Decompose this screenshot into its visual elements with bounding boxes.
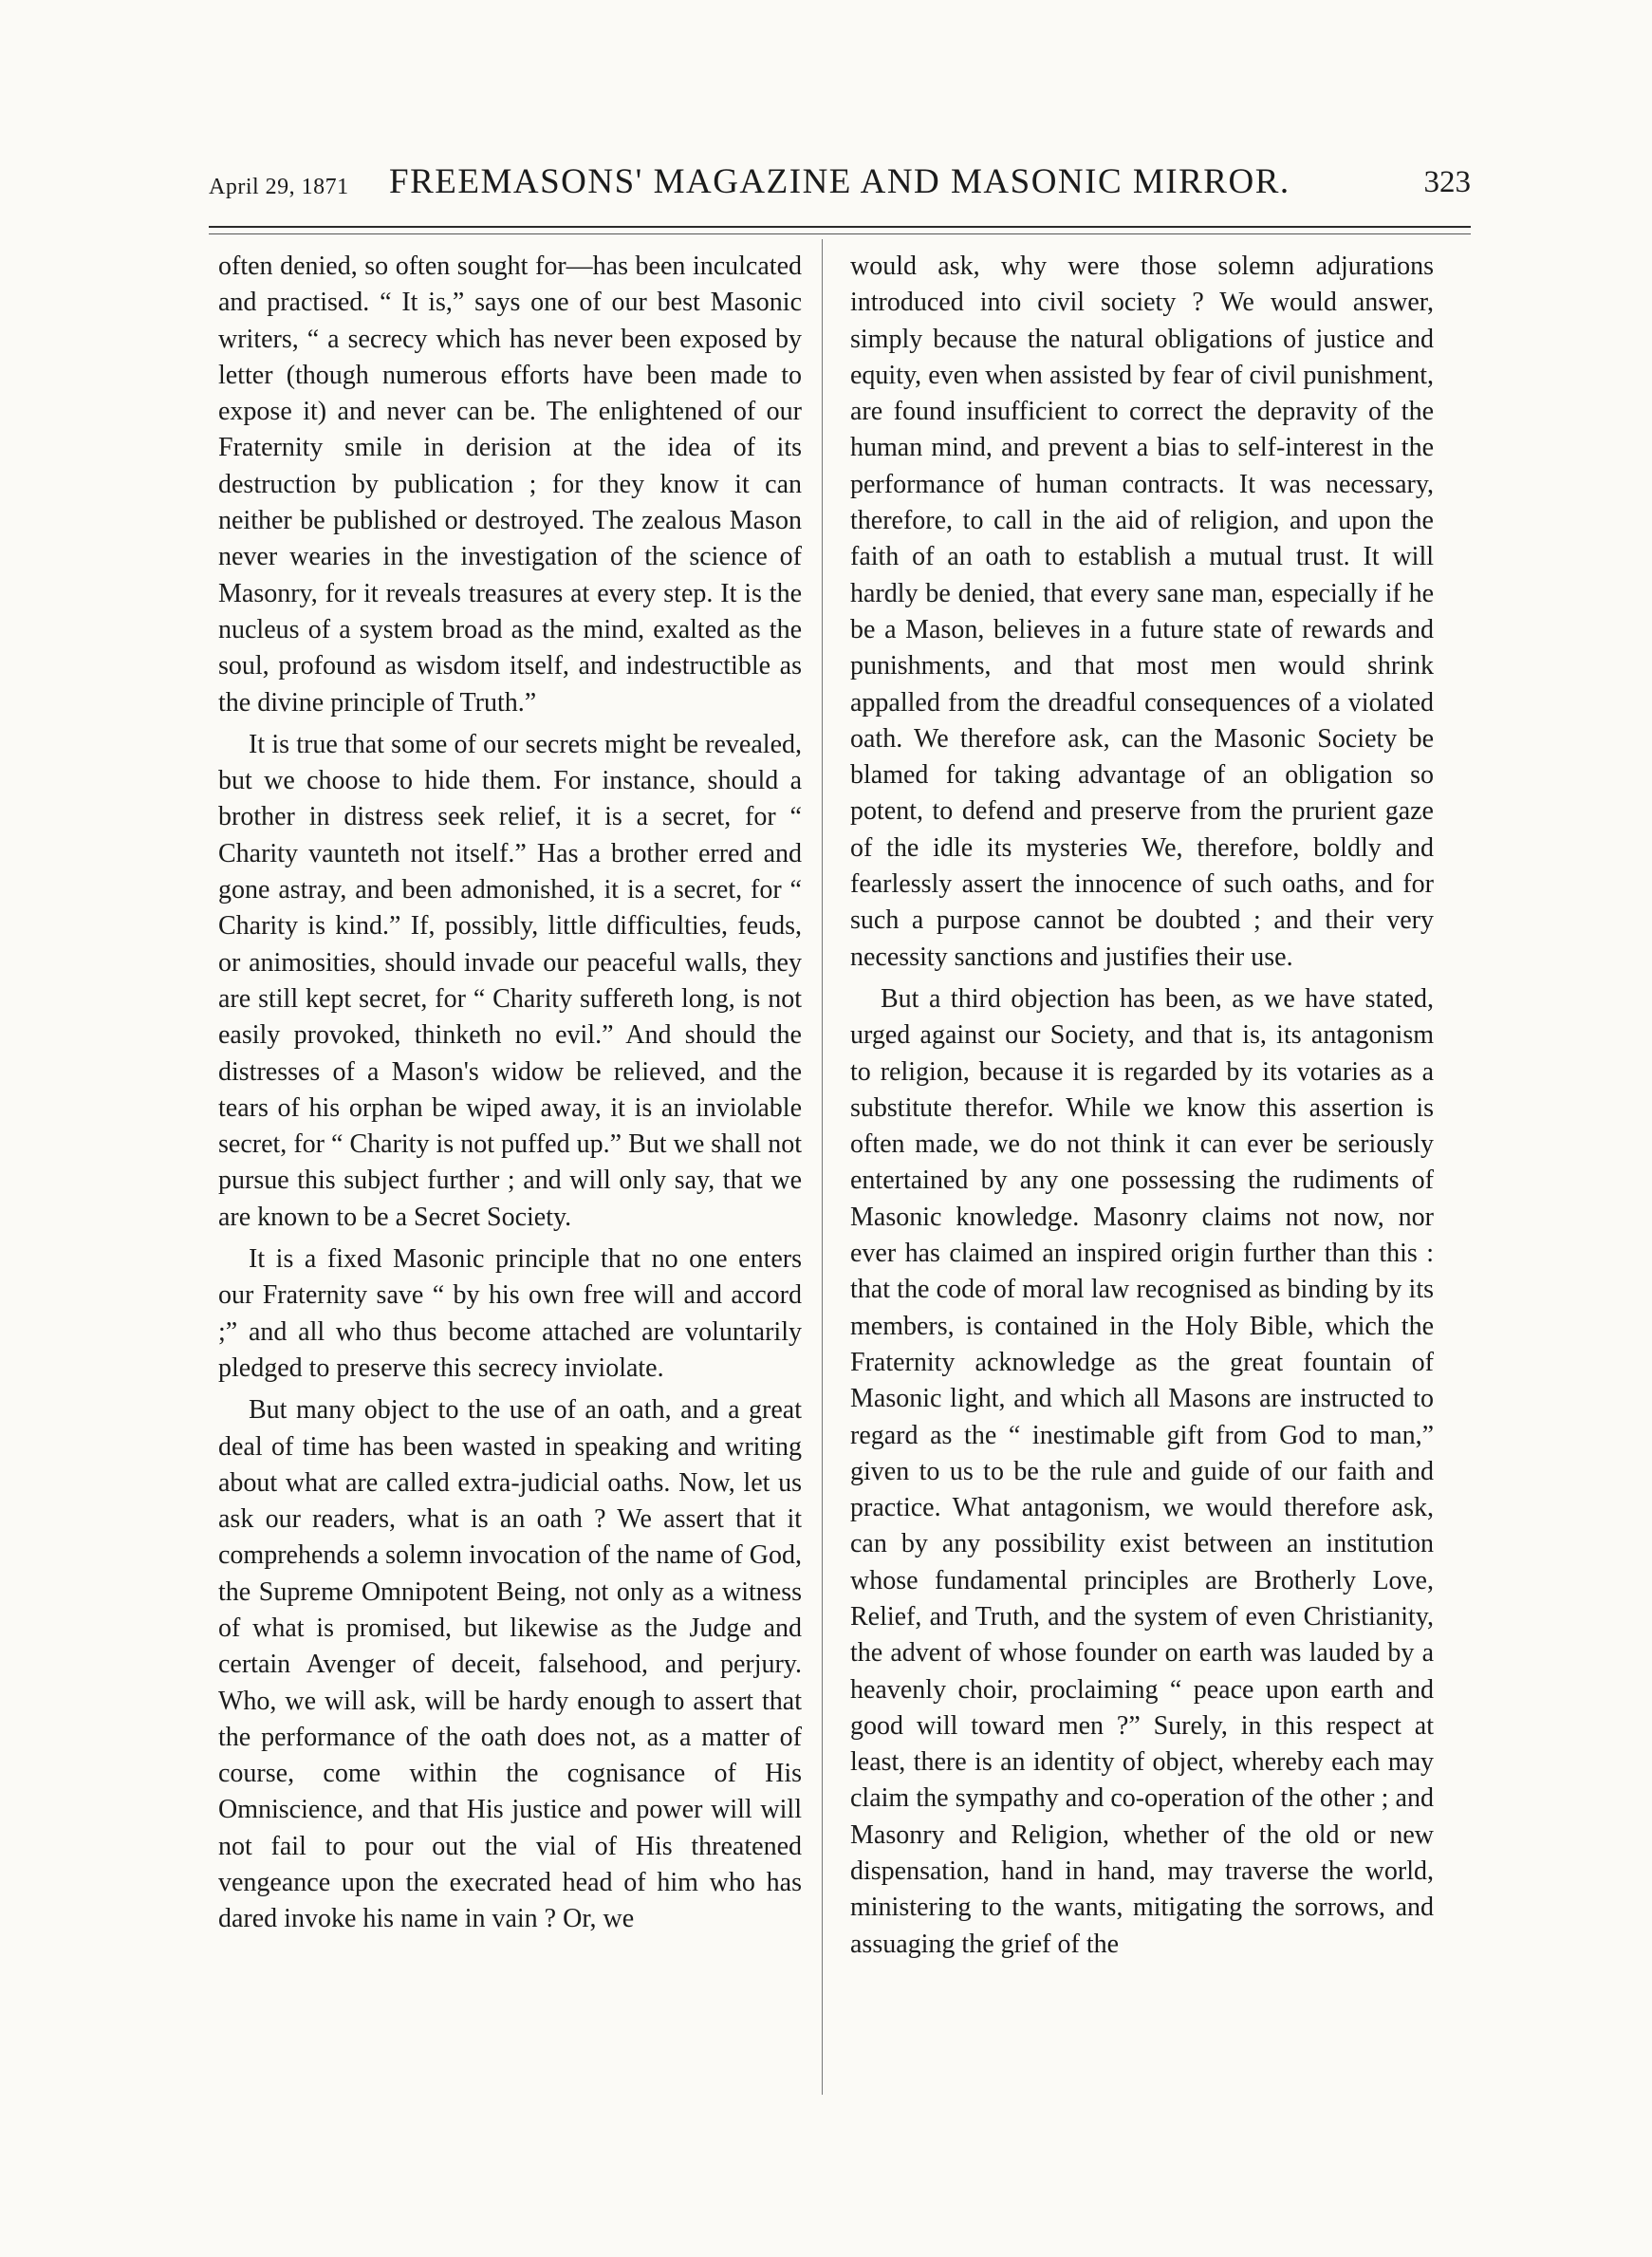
paragraph: But a third objection has been, as we have stated, urged against our Society, and that is, its antagonism to religion, because it is regarded by its votaries as a substitute therefor. While we know this assertion is often made, we do not think it can ever be seriously entertained by any one possessing the rudiments of Masonic knowledge. Masonry claims not now, nor ever has claimed an inspired origin further than this : that the code of moral law recognised as binding by its members, is contained in the Holy Bible, which the Fraternity acknowledge as the great fountain of Masonic light, and which all Masons are instructed to regard as the “ inestimable gift from God to man,” given to us to be the rule and guide of our faith and practice. What antagonism, we would therefore ask, can by any possibility exist between an institution whose fundamental principles are Brotherly Love, Relief, and Truth, and the system of even Christianity, the advent of whose founder on earth was lauded by a heavenly choir, proclaiming “ peace upon earth and good will toward men ?” Surely, in this respect at least, there is an identity of object, whereby each may claim the sympathy and co-operation of the other ; and Masonry and Religion, whether of the old or new dispensation, hand in hand, may traverse the world, ministering to the wants, mitigating the sorrows, and assuaging the grief of the (850, 983, 1434, 1959)
paragraph: would ask, why were those solemn adjurations introduced into civil society ? We would answer, simply because the natural obligations of justice and equity, even when assisted by fear of civil punishment, are found insufficient to correct the depravity of the human mind, and prevent a bias to self-interest in the performance of human contracts. It was necessary, therefore, to call in the aid of religion, and upon the faith of an oath to establish a mutual trust. It will hardly be denied, that every sane man, especially if he be a Mason, believes in a future state of rewards and punishments, and that most men would shrink appalled from the dreadful consequences of a violated oath. We therefore ask, can the Masonic Society be blamed for taking advantage of an obligation so potent, to defend and preserve from the prurient gaze of the idle its mysteries We, therefore, boldly and fearlessly assert the innocence of such oaths, and for such a purpose cannot be doubted ; and their very necessity sanctions and justifies their use. (850, 252, 1434, 972)
header-rule (209, 226, 1471, 228)
header-rule-thin (209, 233, 1471, 234)
paragraph: It is a fixed Masonic principle that no one enters our Fraternity save “ by his own free will and accord ;” and all who thus become attached are voluntarily pledged to preserve this secrecy inviolate. (218, 1244, 802, 1383)
left-column (218, 249, 802, 1944)
page-number: 323 (1423, 165, 1471, 199)
paragraph: It is true that some of our secrets might be revealed, but we choose to hide them. For instance, should a brother in distress seek relief, it is a secret, for “ Charity vaunteth not itself.” Has a brother erred and gone astray, and been admonished, it is a secret, for “ Charity is kind.” If, possibly, little difficulties, feuds, or animosities, should invade our peaceful walls, they are still kept secret, for “ Charity suffereth long, is not easily provoked, thinketh no evil.” And should the distresses of a Mason's widow be relieved, and the tears of his orphan be wiped away, it is an inviolable secret, for “ Charity is not puffed up.” But we shall not pursue this subject further ; and will only say, that we are known to be a Secret Society. (218, 729, 802, 1232)
magazine-title: FREEMASONS' MAGAZINE AND MASONIC MIRROR. (389, 162, 1290, 201)
issue-date: April 29, 1871 (209, 175, 349, 199)
running-header (209, 161, 1471, 209)
paragraph: often denied, so often sought for—has been inculcated and practised. “ It is,” says one of our best Masonic writers, “ a secrecy which has never been exposed by letter (though numerous efforts have been made to expose it) and never can be. The enlightened of our Fraternity smile in derision at the idea of its destruction by publication ; for they know it can neither be published or destroyed. The zealous Mason never wearies in the investigation of the science of Masonry, for it reveals treasures at every step. It is the nucleus of a system broad as the mind, exalted as the soul, profound as wisdom itself, and indestructible as the divine principle of Truth.” (218, 252, 802, 718)
right-column (850, 249, 1434, 1968)
paragraph: But many object to the use of an oath, and a great deal of time has been wasted in speaking and writing about what are called extra-judicial oaths. Now, let us ask our readers, what is an oath ? We assert that it comprehends a solemn invocation of the name of God, the Supreme Omnipotent Being, not only as a witness of what is promised, but likewise as the Judge and certain Avenger of deceit, falsehood, and perjury. Who, we will ask, will be hardy enough to assert that the performance of the oath does not, as a matter of course, come within the cognisance of His Omniscience, and that His justice and power will will not fail to pour out the vial of His threatened vengeance upon the execrated head of him who has dared invoke his name in vain ? Or, we (218, 1395, 802, 1934)
column-divider (822, 239, 823, 2095)
